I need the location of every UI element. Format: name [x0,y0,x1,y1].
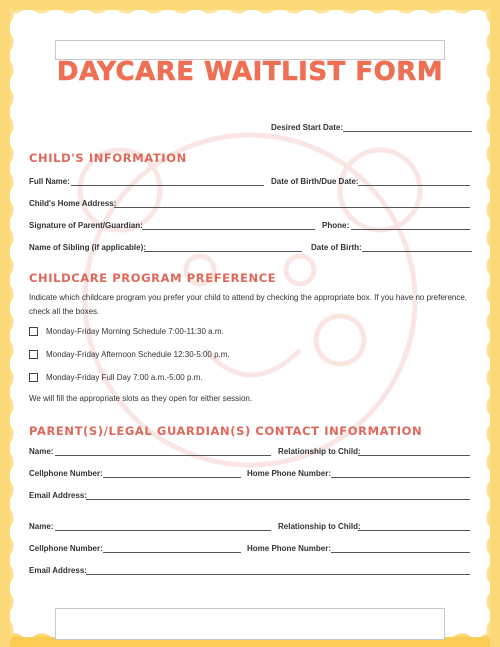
scalloped-border-left [0,0,26,647]
guardian-2-name-field[interactable] [55,530,271,531]
guardian-1-cellphone-label: Cellphone Number: [29,469,103,478]
home-address-field[interactable] [114,207,470,208]
guardian-2-relationship-label: Relationship to Child: [278,522,361,531]
signature-field[interactable] [142,229,315,230]
program-option-label: Monday-Friday Full Day 7:00 a.m.-5:00 p.m. [46,373,203,382]
full-name-label: Full Name: [29,177,70,186]
sibling-dob-label: Date of Birth: [311,243,362,252]
guardian-1-name-field[interactable] [55,455,271,456]
guardian-1-relationship-field[interactable] [358,455,470,456]
guardian-2-cellphone-field[interactable] [103,552,241,553]
sibling-label: Name of Sibling (if applicable): [29,243,146,252]
program-option-afternoon[interactable] [29,350,230,359]
home-address-label: Child's Home Address: [29,199,117,208]
program-option-full-day[interactable] [29,373,203,382]
program-option-label: Monday-Friday Morning Schedule 7:00-11:30 a.m. [46,327,224,336]
dob-field[interactable] [358,185,470,186]
guardian-1-email-field[interactable] [86,499,470,500]
guardian-1-cellphone-field[interactable] [103,477,241,478]
guardian-2-home-phone-field[interactable] [331,552,470,553]
guardian-1-home-phone-field[interactable] [331,477,470,478]
guardian-2-cellphone-label: Cellphone Number: [29,544,103,553]
guardian-2-name-label: Name: [29,522,54,531]
program-option-label: Monday-Friday Afternoon Schedule 12:30-5:00 p.m. [46,350,230,359]
guardian-1-name-label: Name: [29,447,54,456]
checkbox[interactable] [29,373,38,382]
scalloped-border-right [474,0,500,647]
phone-label: Phone: [322,221,350,230]
footer-placeholder [55,608,445,640]
guardian-2-email-label: Email Address: [29,566,87,575]
guardian-1-relationship-label: Relationship to Child: [278,447,361,456]
guardian-2-relationship-field[interactable] [358,530,470,531]
program-option-morning[interactable] [29,327,224,336]
checkbox[interactable] [29,327,38,336]
full-name-field[interactable] [71,185,264,186]
section-title-childs-information: CHILD'S INFORMATION [29,151,187,165]
desired-start-date-label: Desired Start Date: [271,123,344,132]
guardian-1-home-phone-label: Home Phone Number: [247,469,332,478]
checkbox[interactable] [29,350,38,359]
guardian-2-email-field[interactable] [86,574,470,575]
sibling-dob-field[interactable] [362,251,472,252]
phone-field[interactable] [351,229,470,230]
dob-label: Date of Birth/Due Date: [271,177,359,186]
scalloped-border-top [0,0,500,26]
sibling-name-field[interactable] [144,251,302,252]
section-title-guardian-contact: PARENT(S)/LEGAL GUARDIAN(S) CONTACT INFORMATION [29,424,423,438]
guardian-1-email-label: Email Address: [29,491,87,500]
form-title: DAYCARE WAITLIST FORM [56,57,444,87]
program-instructions: Indicate which childcare program you prefer your child to attend by checking the appropriate box. If you have no preference, check all the boxes. [29,293,468,316]
guardian-2-home-phone-label: Home Phone Number: [247,544,332,553]
desired-start-date-field[interactable] [343,131,472,132]
program-note: We will fill the appropriate slots as they open for either session. [29,394,253,403]
signature-label: Signature of Parent/Guardian: [29,221,143,230]
section-title-program-preference: CHILDCARE PROGRAM PREFERENCE [29,271,277,285]
